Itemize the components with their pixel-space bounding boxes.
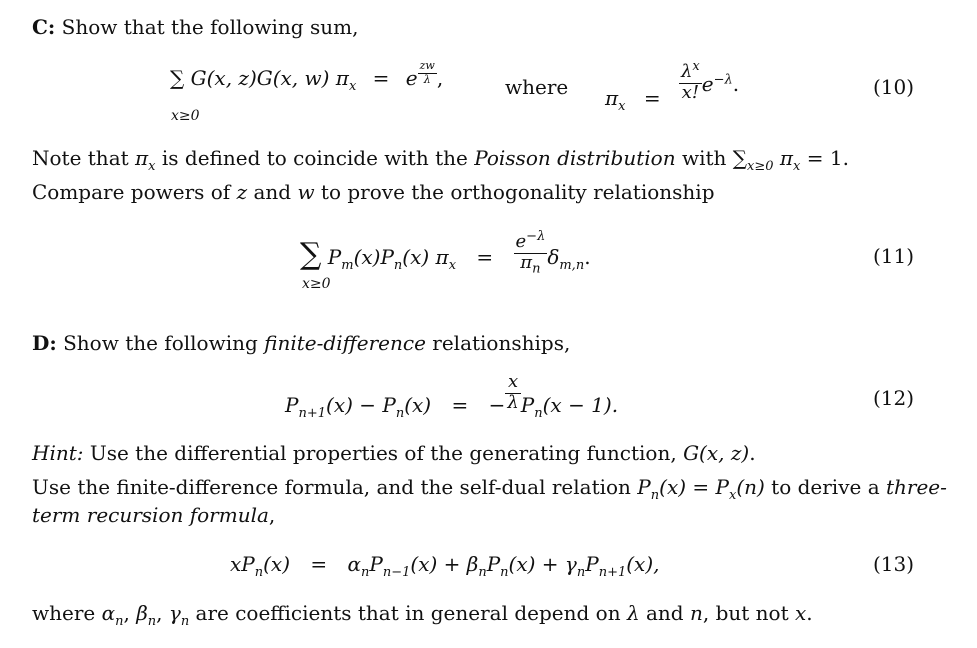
final-e: and <box>639 601 690 625</box>
eq11-lhs3: (x) π <box>402 245 449 270</box>
eq10-equals-2: = <box>643 85 661 110</box>
use-em1: three- <box>885 475 947 499</box>
eq13-p2-sub: n <box>500 565 509 580</box>
eq10-period: . <box>732 71 740 96</box>
eq10-rhs-base: e <box>405 66 418 90</box>
eq11-delta-sub: m,n <box>559 258 585 274</box>
eq10-where: where <box>505 75 569 99</box>
eq13-p1-sub: n−1 <box>382 565 411 580</box>
final-line <box>32 603 813 628</box>
hint-period: . <box>749 441 756 465</box>
use-line-1 <box>32 477 947 502</box>
eq11-x: x <box>448 258 457 274</box>
eq13-lhs: xP <box>230 552 255 576</box>
eq10-lambda: λ <box>680 61 693 82</box>
eq13-p2: P <box>486 552 501 576</box>
eq11-e-sup: −λ <box>526 229 546 244</box>
section-d-b: relationships, <box>425 331 571 355</box>
eq11-pi: π <box>520 252 533 273</box>
note1-pi2: π <box>773 146 794 170</box>
eq10-lhs: ∑ G(x, z)G(x, w) π <box>170 66 349 90</box>
eq13-p3: P <box>585 552 599 576</box>
eq12-fraction <box>505 373 520 412</box>
final-n: n <box>689 601 703 625</box>
eq11-limit: x≥0 <box>302 276 331 292</box>
use-em2: term recursion formula <box>32 503 269 527</box>
eq13-p3b: (x), <box>626 552 660 576</box>
use-c: , <box>268 503 276 527</box>
eq11-n: n <box>393 258 403 274</box>
final-gamma: γ <box>168 601 181 625</box>
eq12-lhs2: (x) − P <box>326 393 396 417</box>
eq10-exp-num: zw <box>419 59 435 72</box>
eq11-number: (11) <box>873 244 915 268</box>
note1-a: Note that <box>32 146 136 170</box>
eq10-lambda-sup: x <box>692 59 700 74</box>
eq10-pi-sub: x <box>618 98 626 114</box>
eq11-frac-den <box>514 253 548 276</box>
hint-func: G(x, z) <box>683 441 750 465</box>
note-line-1 <box>32 148 849 173</box>
eq10-number: (10) <box>873 75 915 99</box>
equation-13 <box>230 554 660 579</box>
note1-pi-sub: x <box>148 159 156 174</box>
eq13-p1: P <box>369 552 383 576</box>
note1-sum-sub: x≥0 <box>747 159 774 174</box>
section-d-em: finite-difference <box>264 331 426 355</box>
eq11-pi-sub: n <box>532 261 541 277</box>
eq12-rhs2: (x − 1). <box>542 393 619 417</box>
eq10-exponent <box>418 60 437 85</box>
eq11-p: P <box>327 245 342 270</box>
final-f: , but not <box>702 601 795 625</box>
eq13-p1b: (x) + β <box>410 552 479 576</box>
note1-d: = 1. <box>800 146 849 170</box>
eq12-lhs3: (x) <box>404 393 432 417</box>
eq10-limit: x≥0 <box>171 108 200 124</box>
eq13-alpha-sub: n <box>361 565 370 580</box>
eq10-tail <box>702 72 733 96</box>
equation-10 <box>170 59 444 94</box>
eq12-number: (12) <box>873 386 915 410</box>
eq11-sum: ∑ <box>300 237 322 273</box>
section-c-label: C: <box>32 15 56 39</box>
final-x: x <box>794 601 807 625</box>
eq12-lhs2-sub: n <box>395 406 405 421</box>
eq12-frac-den: λ <box>507 392 519 413</box>
use-p1b: (x) = P <box>659 475 729 499</box>
note1-pi: π <box>135 146 149 170</box>
final-beta-sub: n <box>147 614 157 629</box>
final-a: where <box>32 601 102 625</box>
use-p2-sub: x <box>728 488 737 503</box>
eq13-p2b: (x) + γ <box>508 552 577 576</box>
eq12-p: P <box>520 393 535 417</box>
eq12-p1: P <box>285 393 299 417</box>
eq11-frac-num <box>514 230 548 251</box>
eq10-equals: = <box>372 66 390 90</box>
use-b: to derive a <box>764 475 886 499</box>
eq10-pi: π <box>605 85 619 110</box>
note2-c: to prove the orthogonality relationship <box>314 180 715 204</box>
section-d-heading <box>32 333 570 353</box>
hint-text: Use the differential properties of the generating function, <box>83 441 684 465</box>
note2-z: z <box>236 180 248 204</box>
eq13-number: (13) <box>873 552 915 576</box>
eq10-lhs-sub: x <box>348 79 357 94</box>
final-lambda: λ <box>626 601 640 625</box>
final-b: , <box>123 601 137 625</box>
eq10-frac-den: x! <box>679 83 702 102</box>
use-a: Use the finite-difference formula, and the self-dual relation <box>32 475 638 499</box>
section-d-a: Show the following <box>63 331 265 355</box>
note-line-2 <box>32 182 715 202</box>
eq13-beta-sub: n <box>478 565 487 580</box>
eq11-m: m <box>341 258 354 274</box>
hint-label: Hint: <box>32 441 84 465</box>
eq11-fraction <box>514 230 548 276</box>
note1-sum: ∑ <box>732 146 748 170</box>
note1-pi2-sub: x <box>793 159 801 174</box>
section-c-heading <box>32 17 358 37</box>
eq13-p3-sub: n+1 <box>598 565 627 580</box>
section-d-label: D: <box>32 331 57 355</box>
final-gamma-sub: n <box>180 614 190 629</box>
eq10-tail-base: e <box>701 71 714 96</box>
eq13-lhs-sub: n <box>254 565 264 580</box>
note2-a: Compare powers of <box>32 180 237 204</box>
final-g: . <box>806 601 813 625</box>
eq13-alpha: α <box>347 552 362 576</box>
eq12-equals: = <box>451 393 469 417</box>
note1-em: Poisson distribution <box>474 146 676 170</box>
equation-11 <box>300 230 591 276</box>
hint-line <box>32 443 756 463</box>
use-p1-sub: n <box>650 488 660 503</box>
eq11-lhs2: (x)P <box>353 245 394 270</box>
eq11-delta: δ <box>547 245 560 270</box>
eq10-exp-den: λ <box>418 73 437 85</box>
eq12-p1-sub: n+1 <box>298 406 327 421</box>
note2-b: and <box>247 180 298 204</box>
final-d: are coefficients that in general depend on <box>189 601 627 625</box>
eq13-lhs2: (x) <box>263 552 291 576</box>
equation-12 <box>285 371 619 421</box>
eq11-period: . <box>584 245 591 270</box>
eq11-equals: = <box>476 245 494 270</box>
final-beta: β <box>136 601 148 625</box>
note1-c: with <box>675 146 733 170</box>
use-p1: P <box>637 475 651 499</box>
eq12-minus: − <box>488 393 506 417</box>
eq10-frac-num <box>679 60 702 81</box>
eq13-equals: = <box>310 552 328 576</box>
section-c-text: Show that the following sum, <box>61 15 359 39</box>
eq12-frac-num: x <box>507 371 519 392</box>
eq13-gamma-sub: n <box>576 565 586 580</box>
final-alpha-sub: n <box>115 614 124 629</box>
eq10-comma: , <box>436 66 444 90</box>
final-alpha: α <box>101 601 116 625</box>
eq11-e: e <box>515 231 527 252</box>
use-p2b: (n) <box>736 475 765 499</box>
eq12-p-sub: n <box>534 406 543 421</box>
eq10-tail-sup: −λ <box>713 71 733 87</box>
note2-w: w <box>297 180 315 204</box>
eq10-pi-def <box>605 59 740 114</box>
final-c: , <box>156 601 169 625</box>
use-line-2 <box>32 505 275 525</box>
note1-b: is defined to coincide with the <box>155 146 475 170</box>
eq10-fraction <box>679 60 702 102</box>
